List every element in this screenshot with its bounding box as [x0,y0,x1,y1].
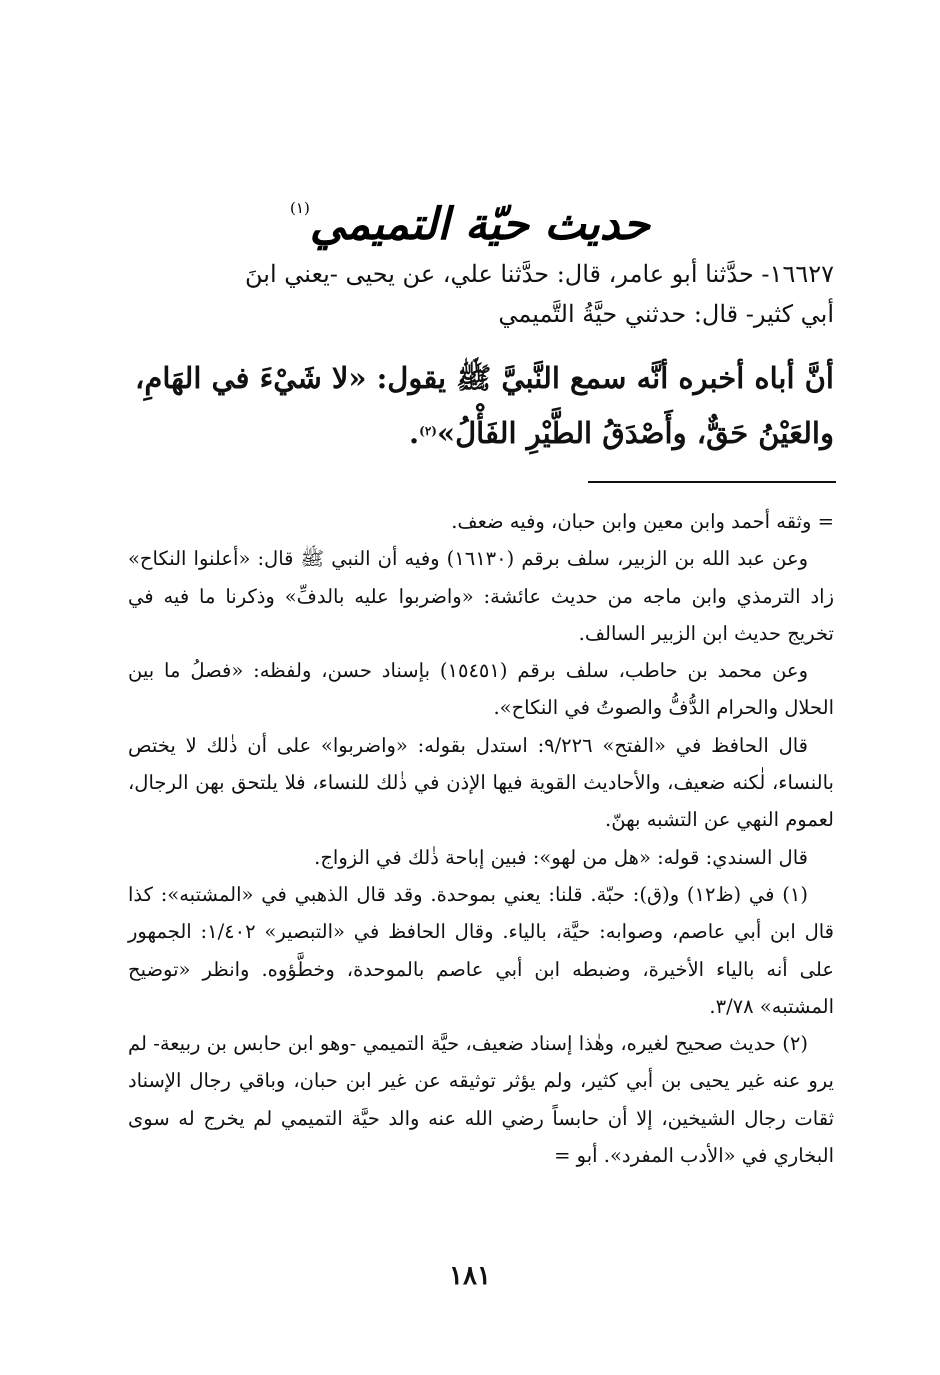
hadith-footnote-ref: (٢) [419,424,437,438]
hadith-text [128,352,834,460]
page-number: ١٨١ [449,1261,491,1291]
section-heading [0,168,940,265]
footnote-2: (٢) حديث صحيح لغيره، وهٰذا إسناد ضعيف، حيَّة التميمي -وهو ابن حابس بن ربيعة- لم يرو عنه غير يحيى بن أبي كثير، ولم يؤثر توثيقه عن غير ابن حبان، وباقي رجال الإسناد ثقات رجال الشيخين، إلا أن حابساً رضي الله عنه والد حيَّة التميمي لم يخرج له سوى البخاري في «الأدب المفرد». أبو = [128,1032,834,1168]
footnote-paragraph-2: وعن محمد بن حاطب، سلف برقم (١٥٤٥١) بإسناد حسن، ولفظه: «فصلُ ما بين الحلال والحرام الدُّفُّ والصوتُ في النكاح». [128,659,834,720]
footnote-paragraph-4: قال السندي: قوله: «هل من لهو»: فبين إباحة ذٰلك في الزواج. [314,845,808,869]
hadith-intro [128,254,834,334]
footnotes [128,503,834,1174]
heading-footnote-ref: (١) [290,199,310,217]
hadith-intro-line-2: أبي كثير- قال: حدثني حيَّةُ التَّميمي [498,300,834,328]
hadith-text-line-2 [128,405,834,460]
hadith-intro-line-1: ١٦٦٢٧- حدَّثنا أبو عامر، قال: حدَّثنا علي، عن يحيى -يعني ابنَ [245,260,834,288]
footnote-separator [588,481,836,483]
heading-title: حديث حيّة التميمي [309,199,650,250]
footnote-continuation: = وثقه أحمد وابن معين وابن حبان، وفيه ضعف. [451,510,834,533]
footnote-paragraph-1: وعن عبد الله بن الزبير، سلف برقم (١٦١٣٠) وفيه أن النبي ﷺ قال: «أعلنوا النكاح» زاد الترمذي وابن ماجه من حديث عائشة: «واضربوا عليه بالدفِّ» وذكرنا ما فيه في تخريج حديث ابن الزبير السالف. [128,547,834,645]
hadith-text-line-2-end: . [409,416,420,450]
footnote-paragraph-3: قال الحافظ في «الفتح» ٩/٢٢٦: استدل بقوله: «واضربوا» على أن ذٰلك لا يختص بالنساء، لٰكنه ضعيف، والأحاديث القوية فيها الإذن في ذٰلك للنساء، فلا يلتحق بهن الرجال، لعموم النهي عن التشبه بهنّ. [128,733,834,832]
footnote-1: (١) في (ظ١٢) و(ق): حبّة. قلنا: يعني بموحدة. وقد قال الذهبي في «المشتبه»: كذا قال ابن أبي عاصم، وصوابه: حيَّة، بالياء. وقال الحافظ في «التبصير» ١/٤٠٢: الجمهور على أنه بالياء الأخيرة، وضبطه ابن أبي عاصم بالموحدة، وخطَّؤوه. وانظر «توضيح المشتبه» ٣/٧٨. [128,882,834,1018]
hadith-text-line-2-main: والعَيْنُ حَقٌّ، وأَصْدَقُ الطَّيْرِ الفَأْلُ» [436,416,834,450]
hadith-text-line-1: أنَّ أباه أخبره أنَّه سمع النَّبيَّ ﷺ يقول: «لا شَيْءَ في الهَامِ، [135,361,834,395]
